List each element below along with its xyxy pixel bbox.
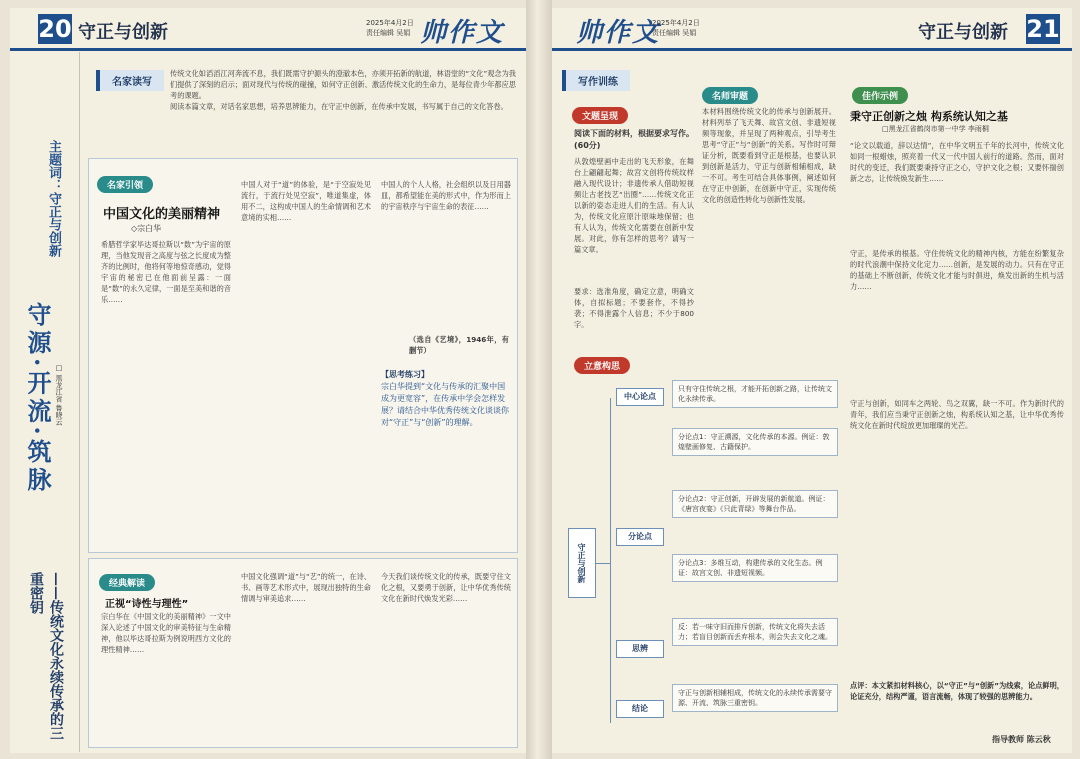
section-title-right: 守正与创新 — [918, 22, 1008, 43]
famous-reading-tag: 名家读写 — [96, 70, 164, 91]
vertical-subtitle: ——传统文化永续传承的三重密钥 — [28, 572, 64, 740]
analysis-text: 本材料围绕传统文化的传承与创新展开。材料列举了飞天舞、故宫文创、非遗短视频等现象，并呈现了两种观点，引导考生思考“守正”与“创新”的关系。写作时可辩证分析，既要看到守正是根基，也要认识到创新是活力，守正与创新相辅相成，缺一不可。考生可结合具体事例，阐述如何在守正中创新，在创新中守正，实现传统文化的创造性转化与创新性发展。 — [702, 107, 836, 204]
prompt-body: 从敦煌壁画中走出的飞天形象，在舞台上翩翩起舞；故宫文创将传统纹样融入现代设计；非遗传承人借助短视频让古老技艺“出圈”……传统文化正以新的姿态走进人们的生活。有人认为，传统文化应原汁原味地保留；也有人认为，传统文化需要在创新中发展。对此，你有怎样的思考？请写一篇文章。 — [574, 157, 694, 254]
example-text-3: 守正与创新，如同车之两轮、鸟之双翼，缺一不可。作为新时代的青年，我们应当秉守正创新之烛，构系统认知之基，让中华优秀传统文化在新时代绽放更加璀璨的光芒。 — [850, 399, 1064, 430]
example-tag: 佳作示例 — [852, 87, 908, 104]
prompt-requirements: 要求：选准角度，确定立意，明确文体，自拟标题；不要套作，不得抄袭；不得泄露个人信息；不少于800字。 — [574, 287, 694, 329]
structure-tag: 立意构思 — [574, 357, 630, 374]
mindmap-center: 中心论点 — [616, 388, 664, 406]
teacher-credit: 指导教师 陈云秋 — [992, 735, 1051, 744]
mindmap-think: 思辨 — [616, 640, 664, 658]
example-title: 秉守正创新之烛 构系统认知之基 — [850, 110, 1008, 123]
article1-col2: 中国人对于“道”的体验，是“于空寂处见流行，于流行处见空寂”，唯道集虚，体用不二，这构成中国人的生命情调和艺术意境的实相…… — [241, 180, 371, 222]
article1-source: （选自《艺境》，1946年，有删节） — [409, 335, 509, 355]
article1-col1: 希腊哲学家毕达哥拉斯以“数”为宇宙的原理，当他发现音之高度与弦之长度成为整齐的比例时，他将何等地惊奇感动，觉得宇宙的秘密已在他面前呈露：一面是“数”的永久定律，一面是至美和谐的音乐…… — [101, 240, 231, 304]
vertical-title-column — [10, 52, 80, 752]
mindmap-connector — [596, 563, 610, 564]
page-number-right: 21 — [1026, 15, 1060, 43]
training-tag: 写作训练 — [562, 70, 630, 91]
intro-text — [170, 68, 516, 112]
editor-credit-right: 责任编辑 吴娟 — [652, 29, 697, 37]
mindmap-branch: 分论点 — [616, 528, 664, 546]
brand-logo: 帅作文 — [420, 18, 505, 48]
prompt-tag: 文题呈现 — [572, 107, 628, 124]
think-text: 宗白华提到“文化与传承的汇聚中国成为更宽容”，在传承中学会怎样发展？请结合中华优秀传统文化谈谈你对“守正”与“创新”的理解。 — [381, 382, 509, 427]
issue-date-right: 2025年4月2日 — [652, 19, 700, 27]
example-text-1: “论文以载道，辞以达情”，在中华文明五千年的长河中，传统文化如同一根蜡烛，照亮着一代又一代中国人前行的道路。然而，面对时代的变迁，我们既要秉持守正之心，守护文化之根；又要怀揣创新之志，让传统焕发新生…… — [850, 141, 1064, 183]
header-rule-right — [552, 48, 1072, 51]
article2-title: 正视“诗性与理性” — [105, 599, 189, 610]
mindmap-trunk — [610, 398, 611, 723]
analysis-tag: 名师审题 — [702, 87, 758, 104]
article1-author: ◇宗白华 — [131, 224, 162, 233]
intro-paragraph-2: 阅读本篇文章，对话名家思想，培养思辨能力，在守正中创新，在传承中发展，书写属于自己的文化答卷。 — [170, 102, 508, 111]
think-label: 【思考练习】 — [381, 370, 429, 379]
brand-logo-right: 帅作文 — [576, 18, 661, 48]
left-header — [10, 12, 526, 48]
theme-label: 主题词：守正与创新 — [46, 140, 61, 257]
article1-title: 中国文化的美丽精神 — [103, 207, 221, 222]
left-page — [10, 8, 526, 753]
vertical-title: 守源·开流·筑脉 — [23, 302, 52, 495]
issue-date: 2025年4月2日 — [366, 19, 414, 27]
article2-box — [88, 558, 518, 748]
editor-credit: 责任编辑 吴娟 — [366, 29, 411, 37]
section-title: 守正与创新 — [78, 22, 168, 43]
example-author: □黑龙江省鹤岗市第一中学 李雨桐 — [882, 125, 989, 133]
intro-paragraph: 传统文化如滔滔江河奔流不息，我们既需守护源头的澄澈本色，亦须开拓新的航道，林语堂的“文化”观念为我们提供了深刻的启示；面对现代与传统的碰撞，如何守正创新、激活传统文化的生命力，是每位青少年都应思考的课题。 — [170, 69, 516, 100]
article2-col3: 今天我们谈传统文化的传承，既要守住文化之根，又要勇于创新，让中华优秀传统文化在新时代焕发光彩…… — [381, 572, 511, 603]
example-comment: 点评：本文紧扣材料核心，以“守正”与“创新”为线索，论点鲜明，论证充分，结构严谨，语言流畅，体现了较强的思辨能力。 — [850, 681, 1064, 701]
vertical-author: □ 黑龙江省 鲁晓云 — [55, 364, 63, 426]
right-header — [552, 12, 1072, 48]
article1-tag: 名家引领 — [97, 176, 153, 193]
mindmap-conclusion: 结论 — [616, 700, 664, 718]
header-rule — [10, 48, 526, 51]
prompt-text: 阅读下面的材料，根据要求写作。(60分) — [574, 129, 694, 150]
issue-meta — [366, 18, 414, 38]
mindmap-item-2: 分论点2：守正创新，开辟发展的新航道。例证：《唐宫夜宴》《只此青绿》等舞台作品。 — [672, 490, 838, 518]
mindmap-item-1: 分论点1：守正溯源，文化传承的本源。例证：敦煌壁画修复、古籍保护。 — [672, 428, 838, 456]
page-number: 20 — [38, 15, 72, 43]
mindmap-item-3: 分论点3：多维互动，构建传承的文化生态。例证：故宫文创、非遗短视频。 — [672, 554, 838, 582]
right-page — [552, 8, 1072, 753]
article2-col1: 宗白华在《中国文化的美丽精神》一文中深入论述了中国文化的审美特征与生命精神，他以毕达哥拉斯为例说明西方文化的理性精神…… — [101, 612, 231, 654]
mindmap-conclusion-text: 守正与创新相辅相成，传统文化的永续传承需要守源、开流、筑脉三重密钥。 — [672, 684, 838, 712]
mindmap-center-text: 只有守住传统之根，才能开拓创新之路，让传统文化永续传承。 — [672, 380, 838, 408]
article2-tag: 经典解读 — [99, 574, 155, 591]
mindmap-think-text: 反：若一味守旧而排斥创新，传统文化将失去活力；若盲目创新而丢弃根本，则会失去文化之魂。 — [672, 618, 838, 646]
think-box — [381, 369, 511, 429]
article1-col3: 中国人的个人人格，社会组织以及日用器皿，都希望能在美的形式中，作为形而上的宇宙秩序与宇宙生命的表征…… — [381, 180, 511, 211]
article2-col2: 中国文化强调“道”与“艺”的统一，在诗、书、画等艺术形式中，展现出独特的生命情调与审美追求…… — [241, 572, 371, 603]
page-gutter — [526, 0, 552, 759]
mindmap — [562, 378, 842, 748]
article1-box — [88, 158, 518, 553]
mindmap-root: 守正与创新 — [568, 528, 596, 598]
example-text-2: 守正，是传承的根基。守住传统文化的精神内核，方能在纷繁复杂的时代浪潮中保持文化定力……创新，是发展的动力。只有在守正的基础上不断创新，传统文化才能与时俱进，焕发出新的生机与活力…… — [850, 249, 1064, 291]
issue-meta-right — [652, 18, 700, 38]
